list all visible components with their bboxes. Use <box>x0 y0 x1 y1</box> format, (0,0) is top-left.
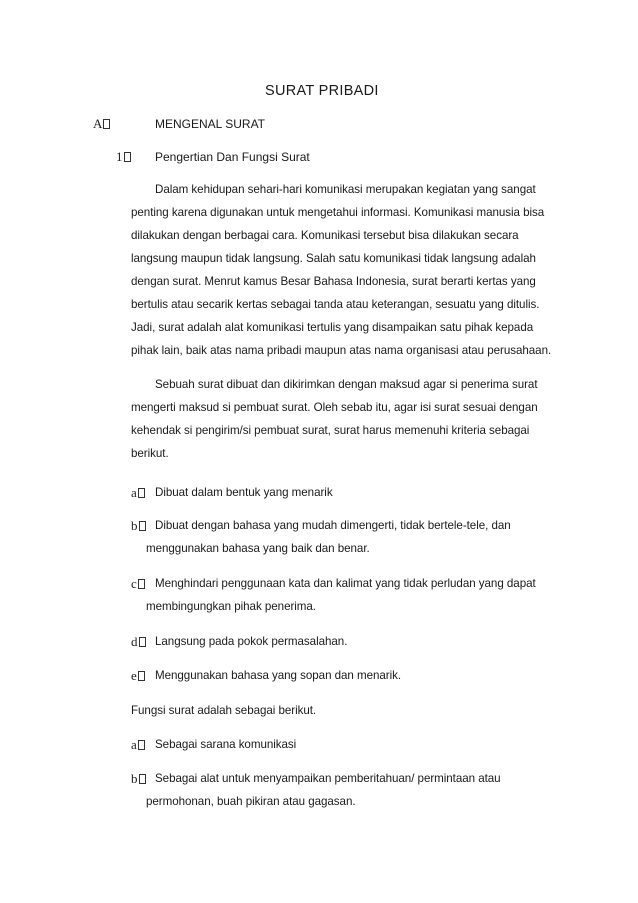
list-item: Menghindari penggunaan kata dan kalimat yang tidak perludan yang dapat <box>155 577 536 590</box>
list-marker-letter: a <box>131 737 137 752</box>
list-marker <box>131 634 146 650</box>
list-marker-letter: b <box>131 771 138 786</box>
missing-glyph-icon <box>139 521 146 531</box>
list-item-continuation: permohonan, buah pikiran atau gagasan. <box>146 795 356 808</box>
section-marker-letter: A <box>93 116 103 131</box>
paragraph-line: mengerti maksud si pembuat surat. Oleh sebab itu, agar isi surat sesuai dengan <box>131 401 538 414</box>
paragraph-line: Dalam kehidupan sehari-hari komunikasi merupakan kegiatan yang sangat <box>155 183 536 196</box>
list-marker <box>131 485 145 501</box>
subsection-heading: Pengertian Dan Fungsi Surat <box>155 150 310 164</box>
list-item-continuation: membingungkan pihak penerima. <box>146 600 316 613</box>
paragraph-line: bertulis atau secarik kertas sebagai tanda atau keterangan, sesuatu yang ditulis. <box>131 298 540 311</box>
subsection-marker-number: 1 <box>116 149 123 164</box>
paragraph-line: berikut. <box>131 447 169 460</box>
list-item: Dibuat dalam bentuk yang menarik <box>155 486 333 499</box>
paragraph-line: Jadi, surat adalah alat komunikasi tertulis yang disampaikan satu pihak kepada <box>131 321 534 334</box>
list-item: Langsung pada pokok permasalahan. <box>155 635 348 648</box>
list-item: Sebagai sarana komunikasi <box>155 738 297 751</box>
paragraph-line: penting karena digunakan untuk mengetahui informasi. Komunikasi manusia bisa <box>131 206 545 219</box>
list-marker <box>131 576 145 592</box>
list-marker-letter: a <box>131 485 137 500</box>
list-marker <box>131 518 146 534</box>
list-marker <box>131 668 145 684</box>
list-marker <box>131 771 146 787</box>
missing-glyph-icon <box>103 119 110 129</box>
missing-glyph-icon <box>138 671 145 681</box>
missing-glyph-icon <box>139 637 146 647</box>
section-heading: MENGENAL SURAT <box>155 117 266 131</box>
missing-glyph-icon <box>138 740 145 750</box>
paragraph-line: kehendak si pengirim/si pembuat surat, surat harus memenuhi kriteria sebagai <box>131 424 530 437</box>
functions-intro: Fungsi surat adalah sebagai berikut. <box>131 704 317 717</box>
missing-glyph-icon <box>124 152 131 162</box>
list-item: Dibuat dengan bahasa yang mudah dimengerti, tidak bertele-tele, dan <box>155 519 511 532</box>
paragraph-line: Sebuah surat dibuat dan dikirimkan dengan maksud agar si penerima surat <box>155 378 538 391</box>
subsection-marker <box>116 149 131 165</box>
missing-glyph-icon <box>138 579 145 589</box>
list-item: Sebagai alat untuk menyampaikan pemberitahuan/ permintaan atau <box>155 772 501 785</box>
list-marker-letter: d <box>131 634 138 649</box>
list-marker <box>131 737 145 753</box>
list-item: Menggunakan bahasa yang sopan dan menarik. <box>155 669 402 682</box>
paragraph-line: dengan surat. Menrut kamus Besar Bahasa Indonesia, surat berarti kertas yang <box>131 275 536 288</box>
paragraph-line: dilakukan dengan berbagai cara. Komunikasi tersebut bisa dilakukan secara <box>131 229 519 242</box>
missing-glyph-icon <box>138 488 145 498</box>
paragraph-line: pihak lain, baik atas nama pribadi maupun atas nama organisasi atau perusahaan. <box>131 344 552 357</box>
list-marker-letter: b <box>131 518 138 533</box>
list-marker-letter: c <box>131 576 137 591</box>
list-marker-letter: e <box>131 668 137 683</box>
paragraph-line: langsung maupun tidak langsung. Salah satu komunikasi tidak langsung adalah <box>131 252 536 265</box>
missing-glyph-icon <box>139 774 146 784</box>
document-title: SURAT PRIBADI <box>265 83 379 99</box>
section-marker <box>93 116 110 132</box>
list-item-continuation: menggunakan bahasa yang baik dan benar. <box>146 542 370 555</box>
